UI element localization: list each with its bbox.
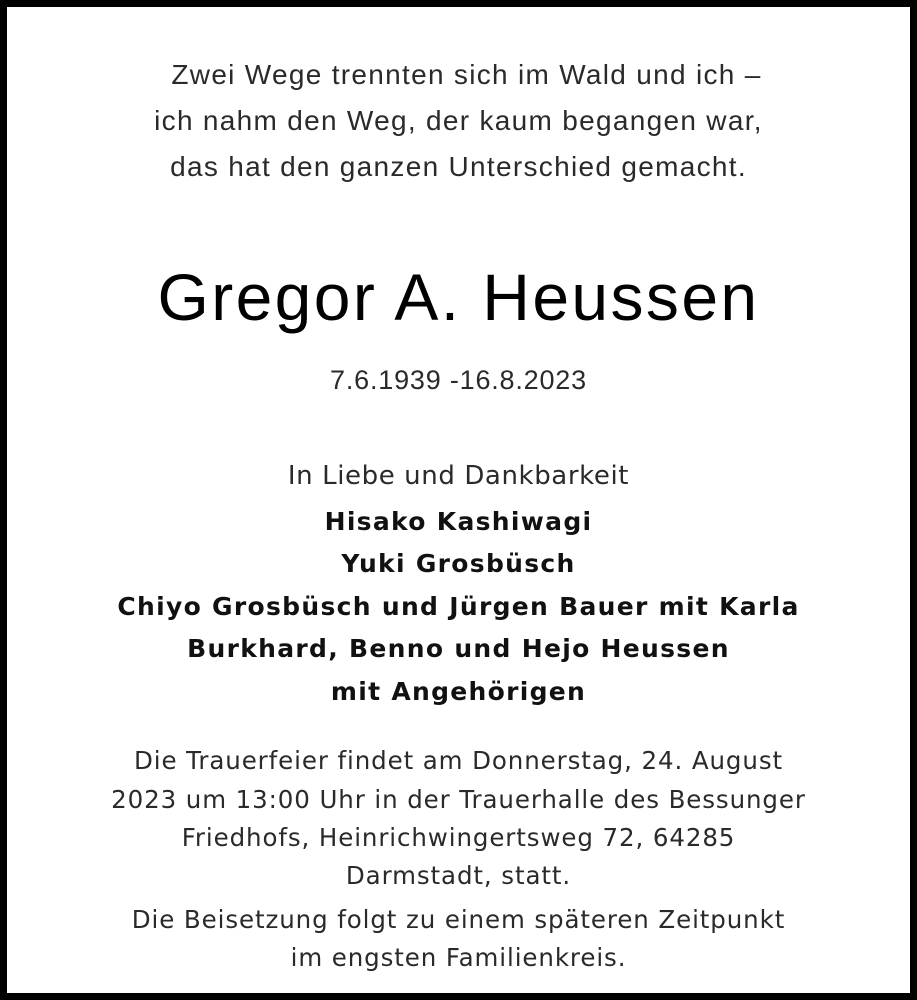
burial-line: Die Beisetzung folgt zu einem späteren Zeitpunkt — [131, 905, 786, 934]
ceremony-line: 2023 um 13:00 Uhr in der Trauerhalle des Bessunger — [111, 785, 806, 814]
mourner-name: Hisako Kashiwagi — [324, 507, 593, 536]
poem-line: Zwei Wege trennten sich im Wald und ich – — [171, 59, 762, 90]
ceremony-line: Darmstadt, statt. — [345, 861, 572, 890]
ceremony-line: Die Trauerfeier findet am Donnerstag, 24. August — [133, 746, 783, 775]
mourner-name: mit Angehörigen — [330, 677, 587, 706]
deceased-name: Gregor A. Heussen — [157, 260, 760, 334]
mourner-name: Yuki Grosbüsch — [341, 549, 576, 578]
burial-line: im engsten Familienkreis. — [290, 943, 627, 972]
mourner-name: Chiyo Grosbüsch und Jürgen Bauer mit Karla — [117, 592, 800, 621]
life-dates: 7.6.1939 -16.8.2023 — [330, 365, 587, 395]
mourners-intro: In Liebe und Dankbarkeit — [287, 461, 630, 491]
mourner-name: Burkhard, Benno und Hejo Heussen — [187, 634, 730, 663]
ceremony-line: Friedhofs, Heinrichwingertsweg 72, 64285 — [181, 823, 736, 852]
poem-line: ich nahm den Weg, der kaum begangen war, — [154, 105, 763, 136]
poem-line: das hat den ganzen Unterschied gemacht. — [170, 151, 747, 182]
